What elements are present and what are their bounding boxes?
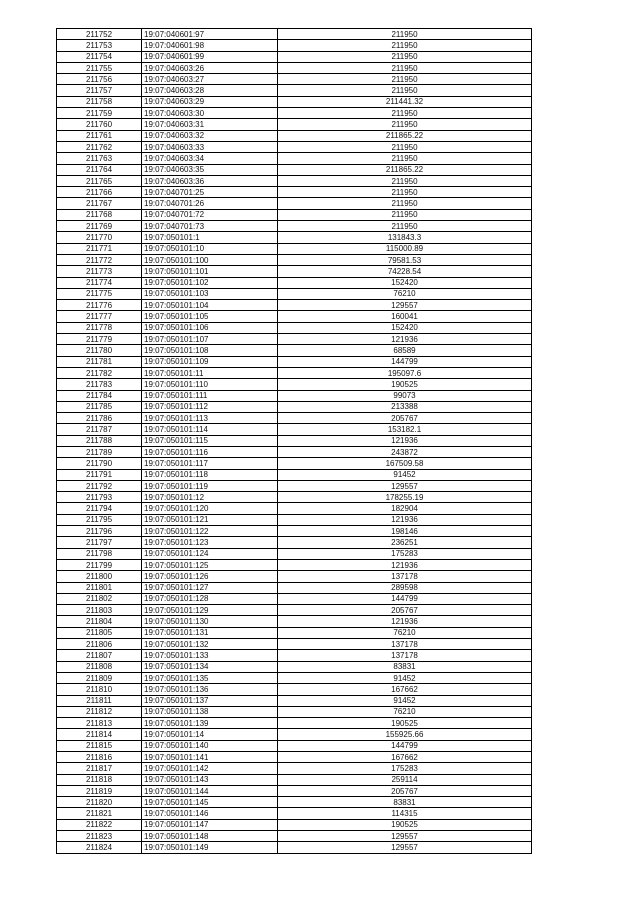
value-cell: 74228.54 (278, 266, 532, 277)
value-cell: 211950 (278, 40, 532, 51)
table-body (57, 29, 532, 854)
table-row (57, 424, 532, 435)
value-cell: 190525 (278, 718, 532, 729)
cadastral-number-cell: 19:07:040603:35 (142, 164, 278, 175)
value-cell: 211950 (278, 221, 532, 232)
table-row (57, 221, 532, 232)
table-row (57, 232, 532, 243)
row-number-cell: 211773 (57, 266, 142, 277)
row-number-cell: 211814 (57, 729, 142, 740)
value-cell: 211950 (278, 119, 532, 130)
row-number-cell: 211810 (57, 684, 142, 695)
row-number-cell: 211819 (57, 785, 142, 796)
cadastral-number-cell: 19:07:050101:113 (142, 413, 278, 424)
table-row (57, 537, 532, 548)
row-number-cell: 211753 (57, 40, 142, 51)
cadastral-number-cell: 19:07:050101:110 (142, 379, 278, 390)
row-number-cell: 211820 (57, 797, 142, 808)
value-cell: 144799 (278, 356, 532, 367)
row-number-cell: 211774 (57, 277, 142, 288)
table-row (57, 605, 532, 616)
table-row (57, 29, 532, 40)
cadastral-number-cell: 19:07:050101:134 (142, 661, 278, 672)
row-number-cell: 211808 (57, 661, 142, 672)
row-number-cell: 211755 (57, 62, 142, 73)
table-row (57, 119, 532, 130)
value-cell: 155925.66 (278, 729, 532, 740)
value-cell: 99073 (278, 390, 532, 401)
row-number-cell: 211806 (57, 639, 142, 650)
cadastral-number-cell: 19:07:050101:123 (142, 537, 278, 548)
row-number-cell: 211798 (57, 548, 142, 559)
cadastral-number-cell: 19:07:050101:138 (142, 706, 278, 717)
cadastral-number-cell: 19:07:040603:36 (142, 175, 278, 186)
row-number-cell: 211759 (57, 108, 142, 119)
table-row (57, 401, 532, 412)
cadastral-number-cell: 19:07:040603:30 (142, 108, 278, 119)
value-cell: 205767 (278, 413, 532, 424)
table-row (57, 85, 532, 96)
table-row (57, 503, 532, 514)
table-row (57, 379, 532, 390)
table-row (57, 785, 532, 796)
cadastral-number-cell: 19:07:050101:142 (142, 763, 278, 774)
cadastral-number-cell: 19:07:050101:106 (142, 322, 278, 333)
value-cell: 211950 (278, 51, 532, 62)
table-row (57, 243, 532, 254)
cadastral-number-cell: 19:07:050101:105 (142, 311, 278, 322)
table-row (57, 367, 532, 378)
value-cell: 121936 (278, 616, 532, 627)
table-row (57, 593, 532, 604)
cadastral-number-cell: 19:07:040603:32 (142, 130, 278, 141)
value-cell: 195097.6 (278, 367, 532, 378)
cadastral-number-cell: 19:07:050101:120 (142, 503, 278, 514)
value-cell: 211441.32 (278, 96, 532, 107)
cadastral-number-cell: 19:07:040603:28 (142, 85, 278, 96)
value-cell: 79581.53 (278, 254, 532, 265)
table-row (57, 729, 532, 740)
table-row (57, 277, 532, 288)
row-number-cell: 211788 (57, 435, 142, 446)
table-row (57, 695, 532, 706)
row-number-cell: 211822 (57, 819, 142, 830)
row-number-cell: 211767 (57, 198, 142, 209)
row-number-cell: 211758 (57, 96, 142, 107)
row-number-cell: 211754 (57, 51, 142, 62)
cadastral-number-cell: 19:07:040701:72 (142, 209, 278, 220)
row-number-cell: 211805 (57, 627, 142, 638)
row-number-cell: 211762 (57, 141, 142, 152)
value-cell: 178255.19 (278, 492, 532, 503)
row-number-cell: 211812 (57, 706, 142, 717)
cadastral-number-cell: 19:07:050101:12 (142, 492, 278, 503)
value-cell: 121936 (278, 334, 532, 345)
row-number-cell: 211823 (57, 831, 142, 842)
cadastral-number-cell: 19:07:050101:130 (142, 616, 278, 627)
row-number-cell: 211803 (57, 605, 142, 616)
row-number-cell: 211821 (57, 808, 142, 819)
cadastral-number-cell: 19:07:050101:102 (142, 277, 278, 288)
cadastral-number-cell: 19:07:050101:148 (142, 831, 278, 842)
value-cell: 152420 (278, 322, 532, 333)
table-row (57, 514, 532, 525)
value-cell: 211950 (278, 108, 532, 119)
row-number-cell: 211786 (57, 413, 142, 424)
table-row (57, 334, 532, 345)
row-number-cell: 211766 (57, 187, 142, 198)
value-cell: 205767 (278, 785, 532, 796)
value-cell: 211950 (278, 74, 532, 85)
row-number-cell: 211783 (57, 379, 142, 390)
cadastral-number-cell: 19:07:050101:129 (142, 605, 278, 616)
table-row (57, 141, 532, 152)
value-cell: 114315 (278, 808, 532, 819)
row-number-cell: 211760 (57, 119, 142, 130)
table-row (57, 480, 532, 491)
row-number-cell: 211787 (57, 424, 142, 435)
value-cell: 160041 (278, 311, 532, 322)
table-row (57, 684, 532, 695)
value-cell: 129557 (278, 842, 532, 853)
table-row (57, 458, 532, 469)
table-row (57, 627, 532, 638)
row-number-cell: 211794 (57, 503, 142, 514)
value-cell: 211950 (278, 198, 532, 209)
cadastral-number-cell: 19:07:050101:125 (142, 559, 278, 570)
cadastral-number-cell: 19:07:040601:99 (142, 51, 278, 62)
cadastral-number-cell: 19:07:050101:143 (142, 774, 278, 785)
value-cell: 83831 (278, 661, 532, 672)
row-number-cell: 211764 (57, 164, 142, 175)
cadastral-number-cell: 19:07:050101:121 (142, 514, 278, 525)
table-row (57, 153, 532, 164)
cadastral-number-cell: 19:07:040701:26 (142, 198, 278, 209)
table-row (57, 175, 532, 186)
table-row (57, 356, 532, 367)
table-row (57, 492, 532, 503)
row-number-cell: 211797 (57, 537, 142, 548)
data-table (56, 28, 532, 854)
value-cell: 211950 (278, 62, 532, 73)
cadastral-number-cell: 19:07:050101:146 (142, 808, 278, 819)
cadastral-number-cell: 19:07:050101:109 (142, 356, 278, 367)
value-cell: 137178 (278, 571, 532, 582)
value-cell: 167662 (278, 684, 532, 695)
row-number-cell: 211784 (57, 390, 142, 401)
document-page (56, 28, 531, 854)
cadastral-number-cell: 19:07:050101:10 (142, 243, 278, 254)
value-cell: 213388 (278, 401, 532, 412)
value-cell: 190525 (278, 819, 532, 830)
row-number-cell: 211781 (57, 356, 142, 367)
row-number-cell: 211800 (57, 571, 142, 582)
row-number-cell: 211776 (57, 300, 142, 311)
cadastral-number-cell: 19:07:040603:29 (142, 96, 278, 107)
value-cell: 243872 (278, 446, 532, 457)
row-number-cell: 211778 (57, 322, 142, 333)
value-cell: 129557 (278, 831, 532, 842)
cadastral-number-cell: 19:07:050101:1 (142, 232, 278, 243)
cadastral-number-cell: 19:07:050101:11 (142, 367, 278, 378)
value-cell: 91452 (278, 695, 532, 706)
table-row (57, 254, 532, 265)
value-cell: 153182.1 (278, 424, 532, 435)
row-number-cell: 211752 (57, 29, 142, 40)
value-cell: 129557 (278, 480, 532, 491)
value-cell: 211865.22 (278, 130, 532, 141)
value-cell: 198146 (278, 526, 532, 537)
value-cell: 121936 (278, 514, 532, 525)
row-number-cell: 211815 (57, 740, 142, 751)
row-number-cell: 211761 (57, 130, 142, 141)
cadastral-number-cell: 19:07:050101:128 (142, 593, 278, 604)
cadastral-number-cell: 19:07:040601:97 (142, 29, 278, 40)
cadastral-number-cell: 19:07:040603:33 (142, 141, 278, 152)
cadastral-number-cell: 19:07:050101:115 (142, 435, 278, 446)
row-number-cell: 211818 (57, 774, 142, 785)
row-number-cell: 211768 (57, 209, 142, 220)
value-cell: 175283 (278, 763, 532, 774)
value-cell: 115000.89 (278, 243, 532, 254)
table-row (57, 164, 532, 175)
value-cell: 152420 (278, 277, 532, 288)
table-row (57, 650, 532, 661)
table-row (57, 718, 532, 729)
cadastral-number-cell: 19:07:050101:140 (142, 740, 278, 751)
cadastral-number-cell: 19:07:050101:126 (142, 571, 278, 582)
cadastral-number-cell: 19:07:040701:73 (142, 221, 278, 232)
value-cell: 211950 (278, 187, 532, 198)
cadastral-number-cell: 19:07:050101:137 (142, 695, 278, 706)
row-number-cell: 211775 (57, 288, 142, 299)
row-number-cell: 211756 (57, 74, 142, 85)
value-cell: 211950 (278, 153, 532, 164)
table-row (57, 40, 532, 51)
row-number-cell: 211790 (57, 458, 142, 469)
table-row (57, 548, 532, 559)
cadastral-number-cell: 19:07:050101:139 (142, 718, 278, 729)
value-cell: 68589 (278, 345, 532, 356)
cadastral-number-cell: 19:07:040603:34 (142, 153, 278, 164)
table-row (57, 322, 532, 333)
cadastral-number-cell: 19:07:050101:141 (142, 752, 278, 763)
cadastral-number-cell: 19:07:040603:26 (142, 62, 278, 73)
cadastral-number-cell: 19:07:050101:111 (142, 390, 278, 401)
cadastral-number-cell: 19:07:040601:98 (142, 40, 278, 51)
value-cell: 121936 (278, 435, 532, 446)
row-number-cell: 211799 (57, 559, 142, 570)
cadastral-number-cell: 19:07:050101:112 (142, 401, 278, 412)
row-number-cell: 211771 (57, 243, 142, 254)
table-row (57, 582, 532, 593)
table-row (57, 345, 532, 356)
table-row (57, 288, 532, 299)
table-row (57, 831, 532, 842)
value-cell: 129557 (278, 300, 532, 311)
cadastral-number-cell: 19:07:050101:124 (142, 548, 278, 559)
value-cell: 259114 (278, 774, 532, 785)
cadastral-number-cell: 19:07:050101:131 (142, 627, 278, 638)
row-number-cell: 211770 (57, 232, 142, 243)
row-number-cell: 211763 (57, 153, 142, 164)
row-number-cell: 211801 (57, 582, 142, 593)
cadastral-number-cell: 19:07:050101:116 (142, 446, 278, 457)
value-cell: 182904 (278, 503, 532, 514)
cadastral-number-cell: 19:07:050101:101 (142, 266, 278, 277)
value-cell: 211950 (278, 29, 532, 40)
table-row (57, 435, 532, 446)
cadastral-number-cell: 19:07:050101:133 (142, 650, 278, 661)
row-number-cell: 211807 (57, 650, 142, 661)
cadastral-number-cell: 19:07:040701:25 (142, 187, 278, 198)
row-number-cell: 211811 (57, 695, 142, 706)
value-cell: 167662 (278, 752, 532, 763)
value-cell: 289598 (278, 582, 532, 593)
row-number-cell: 211813 (57, 718, 142, 729)
row-number-cell: 211793 (57, 492, 142, 503)
table-row (57, 842, 532, 853)
cadastral-number-cell: 19:07:050101:145 (142, 797, 278, 808)
table-row (57, 808, 532, 819)
value-cell: 211950 (278, 209, 532, 220)
value-cell: 76210 (278, 288, 532, 299)
value-cell: 211950 (278, 175, 532, 186)
cadastral-number-cell: 19:07:050101:118 (142, 469, 278, 480)
row-number-cell: 211779 (57, 334, 142, 345)
table-row (57, 469, 532, 480)
row-number-cell: 211817 (57, 763, 142, 774)
row-number-cell: 211816 (57, 752, 142, 763)
table-row (57, 639, 532, 650)
value-cell: 76210 (278, 627, 532, 638)
cadastral-number-cell: 19:07:050101:119 (142, 480, 278, 491)
table-row (57, 311, 532, 322)
cadastral-number-cell: 19:07:050101:127 (142, 582, 278, 593)
table-row (57, 300, 532, 311)
cadastral-number-cell: 19:07:050101:147 (142, 819, 278, 830)
row-number-cell: 211824 (57, 842, 142, 853)
row-number-cell: 211791 (57, 469, 142, 480)
table-row (57, 616, 532, 627)
cadastral-number-cell: 19:07:050101:132 (142, 639, 278, 650)
value-cell: 211950 (278, 141, 532, 152)
value-cell: 137178 (278, 650, 532, 661)
cadastral-number-cell: 19:07:050101:136 (142, 684, 278, 695)
row-number-cell: 211796 (57, 526, 142, 537)
cadastral-number-cell: 19:07:050101:14 (142, 729, 278, 740)
row-number-cell: 211795 (57, 514, 142, 525)
value-cell: 91452 (278, 672, 532, 683)
value-cell: 236251 (278, 537, 532, 548)
value-cell: 167509.58 (278, 458, 532, 469)
table-row (57, 74, 532, 85)
table-row (57, 526, 532, 537)
row-number-cell: 211809 (57, 672, 142, 683)
value-cell: 175283 (278, 548, 532, 559)
cadastral-number-cell: 19:07:050101:149 (142, 842, 278, 853)
table-row (57, 108, 532, 119)
row-number-cell: 211802 (57, 593, 142, 604)
table-row (57, 96, 532, 107)
value-cell: 144799 (278, 740, 532, 751)
table-row (57, 187, 532, 198)
value-cell: 190525 (278, 379, 532, 390)
table-row (57, 752, 532, 763)
cadastral-number-cell: 19:07:040603:31 (142, 119, 278, 130)
cadastral-number-cell: 19:07:050101:135 (142, 672, 278, 683)
table-row (57, 706, 532, 717)
value-cell: 205767 (278, 605, 532, 616)
table-row (57, 51, 532, 62)
value-cell: 131843.3 (278, 232, 532, 243)
table-row (57, 198, 532, 209)
row-number-cell: 211792 (57, 480, 142, 491)
table-row (57, 559, 532, 570)
cadastral-number-cell: 19:07:050101:100 (142, 254, 278, 265)
table-row (57, 209, 532, 220)
table-row (57, 571, 532, 582)
cadastral-number-cell: 19:07:050101:122 (142, 526, 278, 537)
value-cell: 83831 (278, 797, 532, 808)
table-row (57, 266, 532, 277)
value-cell: 144799 (278, 593, 532, 604)
value-cell: 76210 (278, 706, 532, 717)
value-cell: 91452 (278, 469, 532, 480)
table-row (57, 774, 532, 785)
cadastral-number-cell: 19:07:050101:104 (142, 300, 278, 311)
value-cell: 211950 (278, 85, 532, 96)
table-row (57, 797, 532, 808)
row-number-cell: 211780 (57, 345, 142, 356)
table-row (57, 390, 532, 401)
table-row (57, 446, 532, 457)
cadastral-number-cell: 19:07:050101:108 (142, 345, 278, 356)
cadastral-number-cell: 19:07:050101:144 (142, 785, 278, 796)
table-row (57, 130, 532, 141)
table-row (57, 672, 532, 683)
row-number-cell: 211804 (57, 616, 142, 627)
value-cell: 211865.22 (278, 164, 532, 175)
cadastral-number-cell: 19:07:050101:117 (142, 458, 278, 469)
value-cell: 137178 (278, 639, 532, 650)
table-row (57, 62, 532, 73)
table-row (57, 763, 532, 774)
cadastral-number-cell: 19:07:050101:114 (142, 424, 278, 435)
row-number-cell: 211782 (57, 367, 142, 378)
cadastral-number-cell: 19:07:050101:107 (142, 334, 278, 345)
value-cell: 121936 (278, 559, 532, 570)
row-number-cell: 211765 (57, 175, 142, 186)
row-number-cell: 211757 (57, 85, 142, 96)
row-number-cell: 211772 (57, 254, 142, 265)
table-row (57, 413, 532, 424)
row-number-cell: 211769 (57, 221, 142, 232)
table-row (57, 819, 532, 830)
row-number-cell: 211777 (57, 311, 142, 322)
table-row (57, 661, 532, 672)
cadastral-number-cell: 19:07:040603:27 (142, 74, 278, 85)
cadastral-number-cell: 19:07:050101:103 (142, 288, 278, 299)
row-number-cell: 211785 (57, 401, 142, 412)
row-number-cell: 211789 (57, 446, 142, 457)
table-row (57, 740, 532, 751)
